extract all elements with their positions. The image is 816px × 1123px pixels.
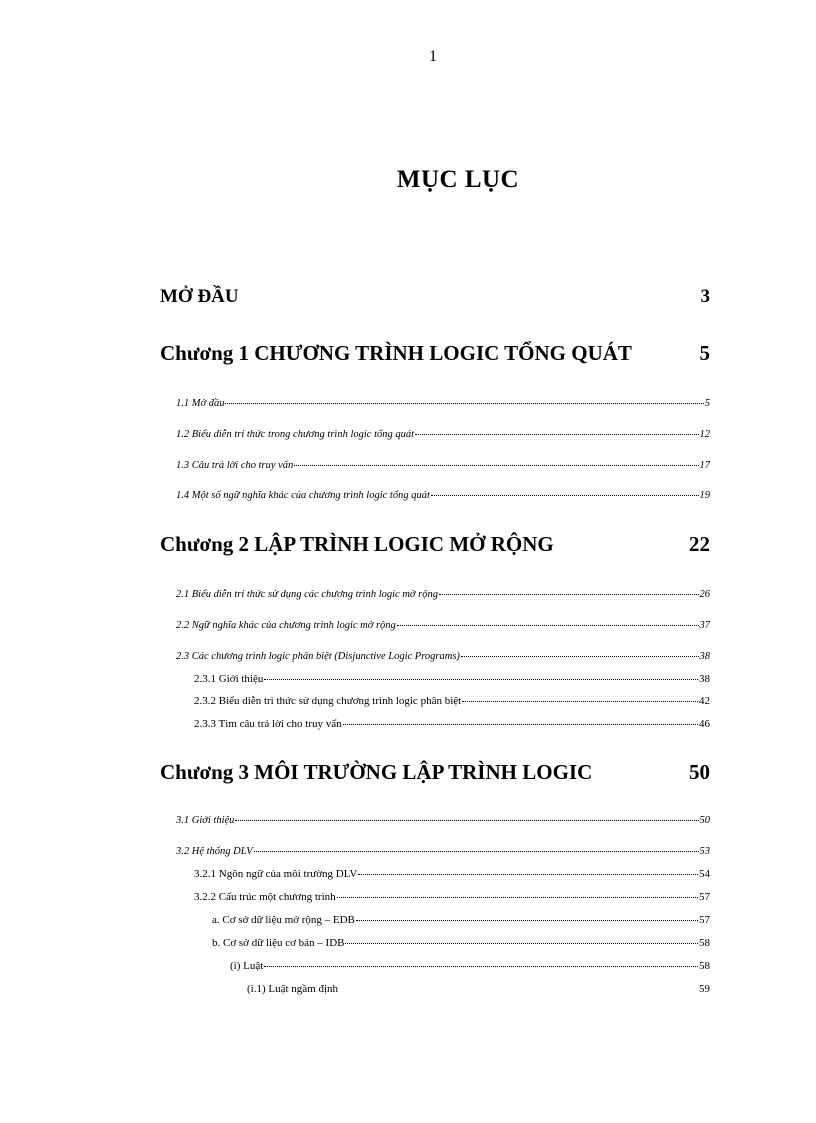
dot-leader [358,874,698,875]
entry-page: 37 [699,620,710,631]
toc-entry[interactable] [194,718,710,730]
toc-entry[interactable] [194,868,710,880]
entry-label: a. Cơ sở dữ liệu mở rộng – EDB [212,914,355,926]
dot-leader [345,943,698,944]
dot-leader [254,851,699,852]
dot-leader [235,820,698,821]
entry-label: 3.1 Giới thiệu [176,815,235,826]
intro-heading[interactable] [160,286,710,308]
entry-page: 59 [699,983,710,995]
dot-leader [343,724,698,725]
dot-leader [439,594,699,595]
toc-entry[interactable] [176,620,710,631]
toc-entry[interactable] [176,429,710,440]
entry-page: 57 [699,891,710,903]
toc-entry[interactable] [176,651,710,662]
entry-page: 38 [699,651,710,662]
entry-label: 2.3 Các chương trình logic phân biệt (Disjunctive Logic Programs) [176,651,460,662]
page-number: 1 [429,48,437,65]
entry-label: (i.1) Luật ngầm định [247,983,339,995]
entry-page: 26 [699,589,710,600]
dot-leader [356,920,698,921]
entry-label: 1.3 Câu trả lời cho truy vấn [176,460,294,471]
entry-label: 3.2.1 Ngôn ngữ của môi trường DLV [194,868,358,880]
heading-label: Chương 1 CHƯƠNG TRÌNH LOGIC TỔNG QUÁT [160,341,632,365]
entry-label: (i) Luật [230,960,264,972]
entry-label: 1.4 Một số ngữ nghĩa khác của chương trình logic tổng quát [176,490,430,501]
toc-entry[interactable] [194,695,710,707]
entry-page: 12 [699,429,710,440]
entry-page: 50 [699,815,710,826]
entry-label: 3.2.2 Cấu trúc một chương trình [194,891,336,903]
entry-label: 1.1 Mở đầu [176,398,225,409]
dot-leader [431,495,699,496]
entry-page: 42 [699,695,710,707]
dot-leader [337,897,698,898]
dot-leader [461,656,699,657]
entry-page: 38 [699,673,710,685]
dot-leader [397,625,699,626]
toc-entry[interactable] [176,815,710,826]
entry-page: 5 [704,398,710,409]
heading-label: Chương 2 LẬP TRÌNH LOGIC MỞ RỘNG [160,532,554,556]
heading-label: Chương 3 MÔI TRƯỜNG LẬP TRÌNH LOGIC [160,760,593,784]
chapter-2-heading[interactable] [160,532,710,557]
entry-label: 1.2 Biểu diễn tri thức trong chương trình logic tổng quát [176,429,415,440]
entry-label: 2.3.2 Biểu diễn tri thức sử dụng chương trình logic phân biệt [194,695,462,707]
toc-entry[interactable] [194,673,710,685]
heading-label: MỞ ĐẦU [160,286,239,307]
heading-page: 3 [700,286,710,307]
entry-page: 54 [699,868,710,880]
heading-page: 50 [689,760,710,784]
entry-label: 2.3.1 Giới thiệu [194,673,264,685]
toc-entry[interactable] [212,914,710,926]
entry-page: 46 [699,718,710,730]
entry-page: 19 [699,490,710,501]
heading-page: 22 [689,532,710,556]
chapter-1-heading[interactable] [160,341,710,366]
toc-entry[interactable] [212,937,710,949]
dot-leader [415,434,698,435]
toc-entry[interactable] [230,960,710,972]
entry-label: 2.2 Ngữ nghĩa khác của chương trình logic mở rộng [176,620,396,631]
toc-entry[interactable] [194,891,710,903]
toc-title: MỤC LỤC [396,166,520,193]
entry-page: 57 [699,914,710,926]
toc-entry[interactable] [176,846,710,857]
chapter-3-heading[interactable] [160,760,710,785]
entry-page: 17 [699,460,710,471]
toc-entry[interactable] [176,589,710,600]
dot-leader [294,465,698,466]
entry-page: 53 [699,846,710,857]
dot-leader [462,701,698,702]
entry-label: b. Cơ sở dữ liệu cơ bản – IDB [212,937,345,949]
toc-entry[interactable] [176,490,710,501]
entry-page: 58 [699,960,710,972]
toc-entry[interactable] [247,983,710,995]
dot-leader [225,403,703,404]
entry-label: 2.3.3 Tìm câu trả lời cho truy vấn [194,718,342,730]
entry-label: 2.1 Biểu diễn tri thức sử dụng các chương trình logic mở rộng [176,589,438,600]
entry-label: 3.2 Hệ thống DLV [176,846,253,857]
dot-leader [264,679,698,680]
toc-entry[interactable] [176,398,710,409]
toc-entry[interactable] [176,460,710,471]
heading-page: 5 [699,341,710,365]
entry-page: 58 [699,937,710,949]
dot-leader [264,966,698,967]
